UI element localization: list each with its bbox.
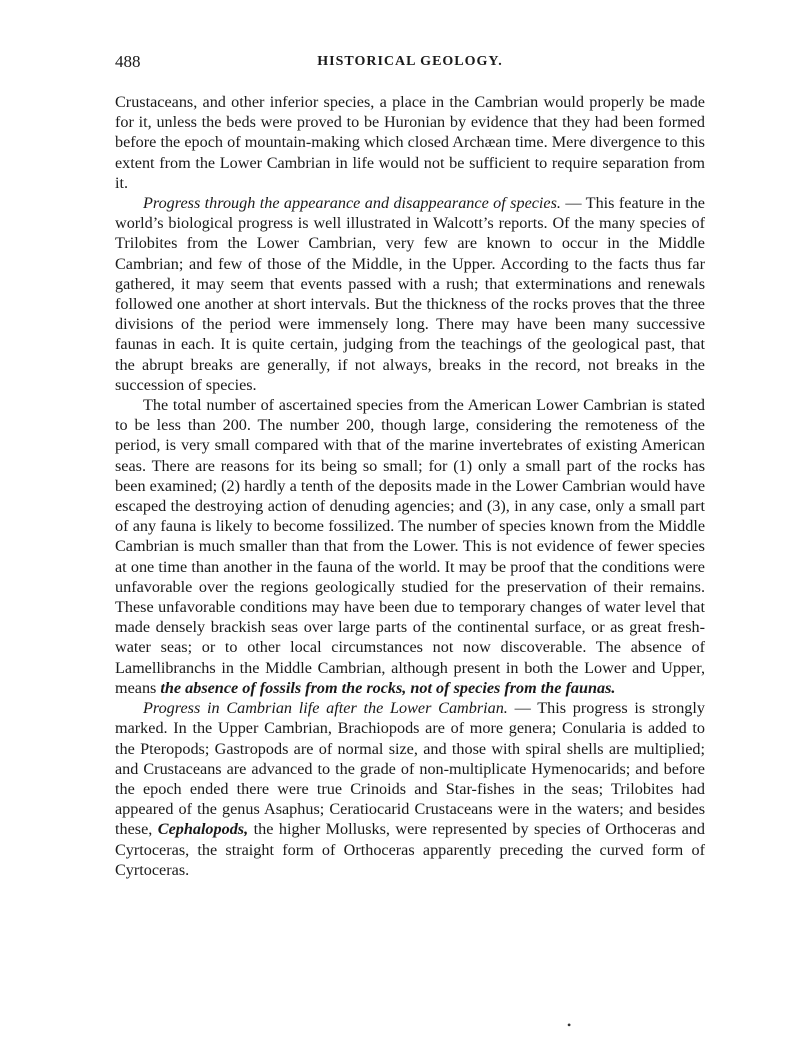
paragraph-progress-cambrian: [115, 698, 705, 880]
paragraph-text: — This feature in the world’s biological progress is well illustrated in Walcott’s reports. Of the many species of Trilobites from the Lower Cambrian, very few are known to occur in the Middle Cambrian; and few of those of the Middle, in the Upper. According to the facts thus far gathered, it may seem that events passed with a rush; that exterminations and renewals followed one another at short intervals. But the thickness of the rocks proves that the three divisions of the period were immensely long. There may have been many successive faunas in each. It is quite certain, judging from the teachings of the geological past, that the abrupt breaks are generally, if not always, breaks in the record, not breaks in the succession of species.: [115, 194, 705, 394]
paragraph-text: Crustaceans, and other inferior species, a place in the Cambrian would properly be made for it, unless the beds were proved to be Huronian by evidence that they had been formed before the epoch of mountain-making which closed Archæan time. Mere divergence to this extent from the Lower Cambrian in life would not be sufficient to require separation from it.: [115, 93, 705, 192]
paragraph-text: The total number of ascertained species from the American Lower Cambrian is stated to be less than 200. The number 200, though large, considering the remoteness of the period, is very small compared with that of the marine invertebrates of existing American seas. There are reasons for its being so small; for (1) only a small part of the rocks has been examined; (2) hardly a tenth of the deposits made in the Lower Cambrian would have escaped the destroying action of denuding agencies; and (3), in any case, only a small part of any fauna is likely to become fossilized. The number of species known from the Middle Cambrian is much smaller than that from the Lower. This is not evidence of fewer species at one time than another in the fauna of the world. It may be proof that the conditions were unfavorable over the regions geologically studied for the preservation of their remains. These unfavorable conditions may have been due to temporary changes of water level that made densely brackish seas over large parts of the continental surface, or as great fresh-water seas; or to other local circumstances not now discoverable. The absence of Lamellibranchs in the Middle Cambrian, although present in both the Lower and Upper, means: [115, 396, 705, 697]
running-title: HISTORICAL GEOLOGY.: [317, 54, 503, 69]
emphasized-phrase: the absence of fossils from the rocks, not of species from the faunas.: [160, 678, 616, 697]
book-page: [115, 52, 705, 880]
paragraph-text: — This progress is strongly marked. In the Upper Cambrian, Brachiopods are of more genera; Conularia is added to the Pteropods; Gastropods are of normal size, and those with spiral shells are multiplied; and Crustaceans are advanced to the grade of non-multiplicate Hymenocarids; and before the epoch ended there were true Crinoids and Star-fishes in the seas; Trilobites had appeared of the genus Asaphus; Ceratiocarid Crustaceans were in the waters; and besides these,: [115, 699, 705, 839]
paragraph-species-count: [115, 395, 705, 698]
page-header: [115, 52, 705, 78]
paragraph-continuation: [115, 92, 705, 193]
paragraph-progress-species: [115, 193, 705, 395]
emphasized-term: Cephalopods,: [157, 820, 249, 839]
page-number: 488: [115, 52, 141, 71]
section-sidehead: Progress through the appearance and disappearance of species.: [143, 194, 561, 213]
footer-mark: •: [567, 1018, 572, 1032]
page-body: [115, 92, 705, 880]
section-sidehead: Progress in Cambrian life after the Lower Cambrian.: [143, 699, 508, 718]
paragraph-text: the higher Mollusks, were represented by species of Orthoceras and Cyrtoceras, the straight form of Orthoceras apparently preceding the curved form of Cyrtoceras.: [115, 820, 705, 879]
